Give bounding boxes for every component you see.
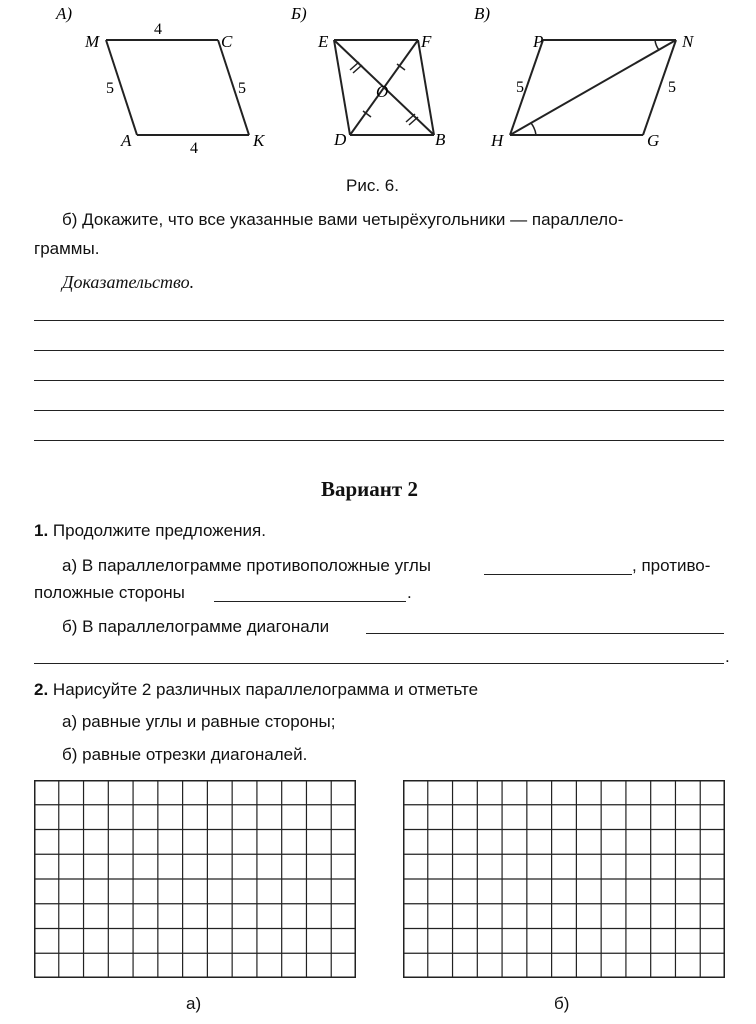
q2-item-a: а) равные углы и равные стороны;: [62, 712, 336, 731]
q2-number: 2.: [34, 680, 49, 699]
answer-line-3[interactable]: [34, 380, 724, 381]
parallelogram-mcka: [106, 40, 249, 135]
q1-a-blank-1[interactable]: [484, 574, 632, 575]
task-b-line2: граммы.: [34, 239, 100, 258]
q2-text: Нарисуйте 2 различных параллелограмма и отметьте: [52, 680, 479, 699]
answer-line-2[interactable]: [34, 350, 724, 351]
vertex-a: A: [121, 131, 132, 150]
side-top-label: 4: [154, 21, 162, 38]
q1-a-blank-2[interactable]: [214, 601, 406, 602]
vertex-f: F: [421, 32, 432, 51]
q1-b-end: .: [725, 647, 730, 666]
side-left-label: 5: [106, 80, 114, 97]
q1-number: 1.: [34, 521, 49, 540]
vertex-g: G: [647, 131, 660, 150]
q2-item-b: б) равные отрезки диагоналей.: [62, 745, 308, 764]
answer-line-5[interactable]: [34, 440, 724, 441]
q1-a-part3: положные стороны: [34, 583, 185, 602]
q1-text: Продолжите предложения.: [52, 521, 266, 540]
vertex-d: D: [334, 130, 347, 149]
q1-a-part2: , противо-: [632, 556, 711, 575]
vertex-o: O: [376, 82, 389, 101]
q1-b-blank-1[interactable]: [366, 633, 724, 634]
figure-caption: Рис. 6.: [346, 176, 399, 195]
parallelogram-pngh: [510, 40, 676, 135]
vertex-p: P: [533, 32, 544, 51]
vertex-e: E: [318, 32, 329, 51]
drawing-grid-b[interactable]: [403, 780, 725, 978]
proof-label: Доказательство.: [62, 272, 195, 292]
side-right-label-c: 5: [668, 79, 676, 96]
grid-label-a: а): [186, 994, 202, 1013]
panel-a-tag: А): [56, 4, 73, 23]
q1-b-text: б) В параллелограмме диагонали: [62, 617, 330, 636]
side-bottom-label: 4: [190, 140, 198, 157]
q1-heading: [34, 520, 266, 542]
figure-6: [0, 0, 756, 170]
q1-b-blank-2[interactable]: [34, 663, 724, 664]
variant-title: Вариант 2: [321, 477, 418, 501]
q2-heading: [34, 679, 478, 701]
vertex-c: C: [221, 32, 233, 51]
q1-a-part1: а) В параллелограмме противоположные углы: [62, 556, 432, 575]
grid-label-b: б): [554, 994, 570, 1013]
panel-b-tag: Б): [291, 4, 307, 23]
vertex-k: K: [253, 131, 265, 150]
answer-line-1[interactable]: [34, 320, 724, 321]
side-left-label-c: 5: [516, 79, 524, 96]
side-right-label: 5: [238, 80, 246, 97]
vertex-n: N: [682, 32, 694, 51]
q1-a-end: .: [407, 583, 412, 602]
task-b-line1: б) Докажите, что все указанные вами четырёхугольники — параллело-: [62, 210, 624, 229]
vertex-m: M: [85, 32, 100, 51]
panel-c-tag: В): [474, 4, 491, 23]
vertex-b: B: [435, 130, 446, 149]
answer-line-4[interactable]: [34, 410, 724, 411]
drawing-grid-a[interactable]: [34, 780, 356, 978]
vertex-h: H: [491, 131, 504, 150]
